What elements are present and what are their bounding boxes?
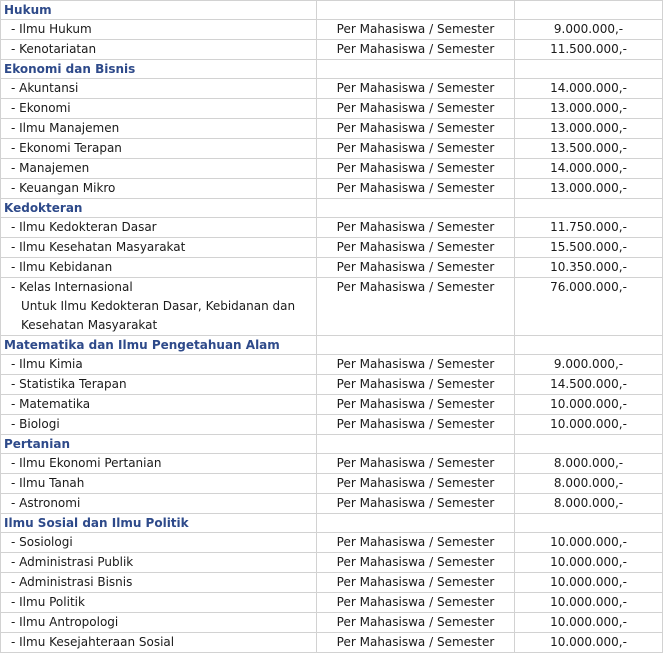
program-name: - Biologi xyxy=(11,417,60,431)
program-name: - Ilmu Kesejahteraan Sosial xyxy=(11,635,175,649)
program-name: - Ilmu Antropologi xyxy=(11,615,119,629)
program-fee: 13.000.000,- xyxy=(515,119,663,139)
category-name: Matematika dan Ilmu Pengetahuan Alam xyxy=(1,336,317,355)
program-period: Per Mahasiswa / Semester xyxy=(317,375,515,395)
program-name-cell xyxy=(1,355,317,375)
program-name: - Ilmu Kebidanan xyxy=(11,260,113,274)
program-period: Per Mahasiswa / Semester xyxy=(317,593,515,613)
program-period: Per Mahasiswa / Semester xyxy=(317,415,515,435)
program-fee: 10.000.000,- xyxy=(515,415,663,435)
program-fee: 10.000.000,- xyxy=(515,613,663,633)
program-fee: 14.500.000,- xyxy=(515,375,663,395)
program-period: Per Mahasiswa / Semester xyxy=(317,20,515,40)
program-fee: 9.000.000,- xyxy=(515,355,663,375)
program-period: Per Mahasiswa / Semester xyxy=(317,238,515,258)
program-row xyxy=(1,159,663,179)
fee-table-body xyxy=(1,1,663,653)
category-period-cell xyxy=(317,199,515,218)
program-period: Per Mahasiswa / Semester xyxy=(317,79,515,99)
program-period: Per Mahasiswa / Semester xyxy=(317,139,515,159)
category-period-cell xyxy=(317,336,515,355)
program-row xyxy=(1,139,663,159)
program-period: Per Mahasiswa / Semester xyxy=(317,553,515,573)
program-fee: 10.000.000,- xyxy=(515,633,663,653)
program-name: - Akuntansi xyxy=(11,81,79,95)
program-fee: 9.000.000,- xyxy=(515,20,663,40)
program-period: Per Mahasiswa / Semester xyxy=(317,613,515,633)
program-fee: 13.000.000,- xyxy=(515,179,663,199)
program-period: Per Mahasiswa / Semester xyxy=(317,119,515,139)
program-period: Per Mahasiswa / Semester xyxy=(317,454,515,474)
category-row xyxy=(1,60,663,79)
category-row xyxy=(1,336,663,355)
program-fee: 13.000.000,- xyxy=(515,99,663,119)
program-row xyxy=(1,355,663,375)
program-name-cell xyxy=(1,375,317,395)
program-name: - Ekonomi Terapan xyxy=(11,141,122,155)
program-fee: 10.000.000,- xyxy=(515,395,663,415)
category-period-cell xyxy=(317,514,515,533)
program-fee: 10.000.000,- xyxy=(515,553,663,573)
category-amount-cell xyxy=(515,336,663,355)
program-name-cell xyxy=(1,278,317,336)
program-fee: 14.000.000,- xyxy=(515,79,663,99)
program-name-cell xyxy=(1,159,317,179)
program-fee: 10.000.000,- xyxy=(515,573,663,593)
program-period: Per Mahasiswa / Semester xyxy=(317,573,515,593)
category-period-cell xyxy=(317,435,515,454)
program-row xyxy=(1,40,663,60)
program-name-cell xyxy=(1,395,317,415)
category-period-cell xyxy=(317,60,515,79)
program-fee: 10.350.000,- xyxy=(515,258,663,278)
program-period: Per Mahasiswa / Semester xyxy=(317,355,515,375)
category-name: Hukum xyxy=(1,1,317,20)
program-name-cell xyxy=(1,20,317,40)
program-fee: 8.000.000,- xyxy=(515,474,663,494)
program-name: - Astronomi xyxy=(11,496,81,510)
program-name-cell xyxy=(1,633,317,653)
category-row xyxy=(1,435,663,454)
program-name: - Statistika Terapan xyxy=(11,377,127,391)
program-period: Per Mahasiswa / Semester xyxy=(317,494,515,514)
program-name-cell xyxy=(1,179,317,199)
category-name: Ilmu Sosial dan Ilmu Politik xyxy=(1,514,317,533)
program-name: - Administrasi Publik xyxy=(11,555,134,569)
program-row xyxy=(1,238,663,258)
program-name-cell xyxy=(1,139,317,159)
program-fee: 10.000.000,- xyxy=(515,593,663,613)
program-row xyxy=(1,613,663,633)
program-name: - Ilmu Tanah xyxy=(11,476,85,490)
program-fee: 8.000.000,- xyxy=(515,454,663,474)
program-fee: 13.500.000,- xyxy=(515,139,663,159)
program-name-cell xyxy=(1,454,317,474)
program-fee: 15.500.000,- xyxy=(515,238,663,258)
program-name: - Kelas Internasional xyxy=(11,280,133,294)
program-row xyxy=(1,258,663,278)
program-period: Per Mahasiswa / Semester xyxy=(317,633,515,653)
category-name: Kedokteran xyxy=(1,199,317,218)
category-name: Ekonomi dan Bisnis xyxy=(1,60,317,79)
program-row xyxy=(1,79,663,99)
category-row xyxy=(1,199,663,218)
program-row xyxy=(1,375,663,395)
program-fee: 76.000.000,- xyxy=(515,278,663,336)
program-row xyxy=(1,119,663,139)
program-name: - Matematika xyxy=(11,397,91,411)
program-row xyxy=(1,593,663,613)
program-name: - Ilmu Kesehatan Masyarakat xyxy=(11,240,186,254)
program-fee: 11.500.000,- xyxy=(515,40,663,60)
program-period: Per Mahasiswa / Semester xyxy=(317,99,515,119)
program-name-cell xyxy=(1,553,317,573)
program-name-cell xyxy=(1,79,317,99)
program-row xyxy=(1,278,663,336)
program-name: - Administrasi Bisnis xyxy=(11,575,133,589)
category-amount-cell xyxy=(515,199,663,218)
program-period: Per Mahasiswa / Semester xyxy=(317,40,515,60)
program-name-cell xyxy=(1,40,317,60)
program-name-cell xyxy=(1,258,317,278)
category-amount-cell xyxy=(515,514,663,533)
category-name: Pertanian xyxy=(1,435,317,454)
program-name: - Ilmu Politik xyxy=(11,595,85,609)
program-name-cell xyxy=(1,593,317,613)
program-period: Per Mahasiswa / Semester xyxy=(317,533,515,553)
program-name: - Ilmu Kimia xyxy=(11,357,83,371)
program-name: - Ekonomi xyxy=(11,101,71,115)
program-period: Per Mahasiswa / Semester xyxy=(317,278,515,336)
program-name-cell xyxy=(1,533,317,553)
program-name-cell xyxy=(1,573,317,593)
program-fee: 10.000.000,- xyxy=(515,533,663,553)
program-period: Per Mahasiswa / Semester xyxy=(317,179,515,199)
program-row xyxy=(1,454,663,474)
program-name-cell xyxy=(1,494,317,514)
program-name-cell xyxy=(1,119,317,139)
program-period: Per Mahasiswa / Semester xyxy=(317,218,515,238)
program-name: - Ilmu Manajemen xyxy=(11,121,120,135)
program-row xyxy=(1,20,663,40)
program-name-cell xyxy=(1,99,317,119)
program-name-cell xyxy=(1,218,317,238)
category-row xyxy=(1,514,663,533)
program-name-cell xyxy=(1,613,317,633)
program-name: - Ilmu Ekonomi Pertanian xyxy=(11,456,162,470)
program-row xyxy=(1,218,663,238)
program-name-note: Kesehatan Masyarakat xyxy=(21,318,158,332)
program-name: - Sosiologi xyxy=(11,535,73,549)
category-amount-cell xyxy=(515,1,663,20)
program-row xyxy=(1,99,663,119)
program-name: - Ilmu Hukum xyxy=(11,22,92,36)
program-row xyxy=(1,179,663,199)
program-name: - Ilmu Kedokteran Dasar xyxy=(11,220,157,234)
program-period: Per Mahasiswa / Semester xyxy=(317,159,515,179)
category-row xyxy=(1,1,663,20)
program-row xyxy=(1,474,663,494)
program-name: - Keuangan Mikro xyxy=(11,181,116,195)
program-row xyxy=(1,494,663,514)
program-row xyxy=(1,533,663,553)
program-period: Per Mahasiswa / Semester xyxy=(317,395,515,415)
program-fee: 14.000.000,- xyxy=(515,159,663,179)
program-row xyxy=(1,633,663,653)
category-period-cell xyxy=(317,1,515,20)
program-name: - Manajemen xyxy=(11,161,90,175)
program-fee: 11.750.000,- xyxy=(515,218,663,238)
category-amount-cell xyxy=(515,60,663,79)
program-name-note: Untuk Ilmu Kedokteran Dasar, Kebidanan dan xyxy=(21,299,296,313)
program-fee: 8.000.000,- xyxy=(515,494,663,514)
program-period: Per Mahasiswa / Semester xyxy=(317,258,515,278)
program-name-cell xyxy=(1,415,317,435)
program-row xyxy=(1,553,663,573)
program-period: Per Mahasiswa / Semester xyxy=(317,474,515,494)
program-row xyxy=(1,395,663,415)
program-name: - Kenotariatan xyxy=(11,42,97,56)
category-amount-cell xyxy=(515,435,663,454)
program-row xyxy=(1,415,663,435)
program-name-cell xyxy=(1,474,317,494)
program-row xyxy=(1,573,663,593)
program-name-cell xyxy=(1,238,317,258)
